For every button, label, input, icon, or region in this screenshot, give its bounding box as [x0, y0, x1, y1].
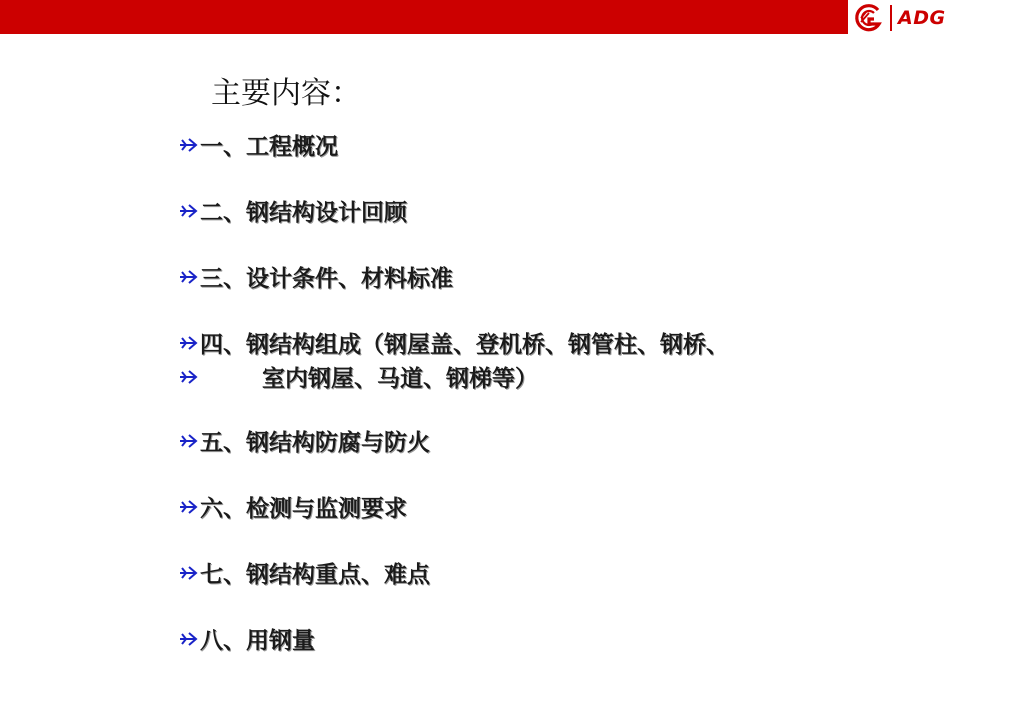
- airplane-arrow-icon: [178, 333, 198, 353]
- airplane-arrow-icon: [178, 201, 198, 221]
- list-item: [178, 128, 338, 161]
- list-item: [178, 194, 407, 227]
- list-item: [178, 326, 729, 359]
- list-item-text: 五、钢结构防腐与防火: [200, 430, 430, 456]
- airplane-arrow-icon: [178, 629, 198, 649]
- airplane-arrow-icon: [178, 431, 198, 451]
- slide-title: 主要内容：: [211, 76, 361, 111]
- list-item-text: 六、检测与监测要求: [200, 496, 407, 522]
- g-logo-icon: [852, 2, 884, 34]
- list-item-text: 七、钢结构重点、难点: [200, 562, 430, 588]
- list-item: [178, 260, 453, 293]
- list-item-text: 三、设计条件、材料标准: [200, 266, 453, 292]
- list-item: [178, 490, 407, 523]
- list-item: [178, 556, 430, 589]
- list-item-text: 室内钢屋、马道、钢梯等）: [262, 366, 538, 392]
- list-item-text: 八、用钢量: [200, 628, 315, 654]
- list-item: [178, 622, 315, 655]
- airplane-arrow-icon: [178, 497, 198, 517]
- header-red-band: [0, 0, 848, 34]
- airplane-arrow-icon: [178, 267, 198, 287]
- airplane-arrow-icon: [178, 135, 198, 155]
- airplane-arrow-icon: [178, 367, 198, 387]
- list-item: [178, 424, 430, 457]
- airplane-arrow-icon: [178, 563, 198, 583]
- list-item-text: 一、工程概况: [200, 134, 338, 160]
- list-item-text: 二、钢结构设计回顾: [200, 200, 407, 226]
- list-item: [178, 360, 538, 393]
- list-item-text: 四、钢结构组成（钢屋盖、登机桥、钢管柱、钢桥、: [200, 332, 729, 358]
- logo-text: ADG: [898, 7, 946, 29]
- logo-divider: [890, 5, 892, 31]
- company-logo: [852, 2, 1012, 34]
